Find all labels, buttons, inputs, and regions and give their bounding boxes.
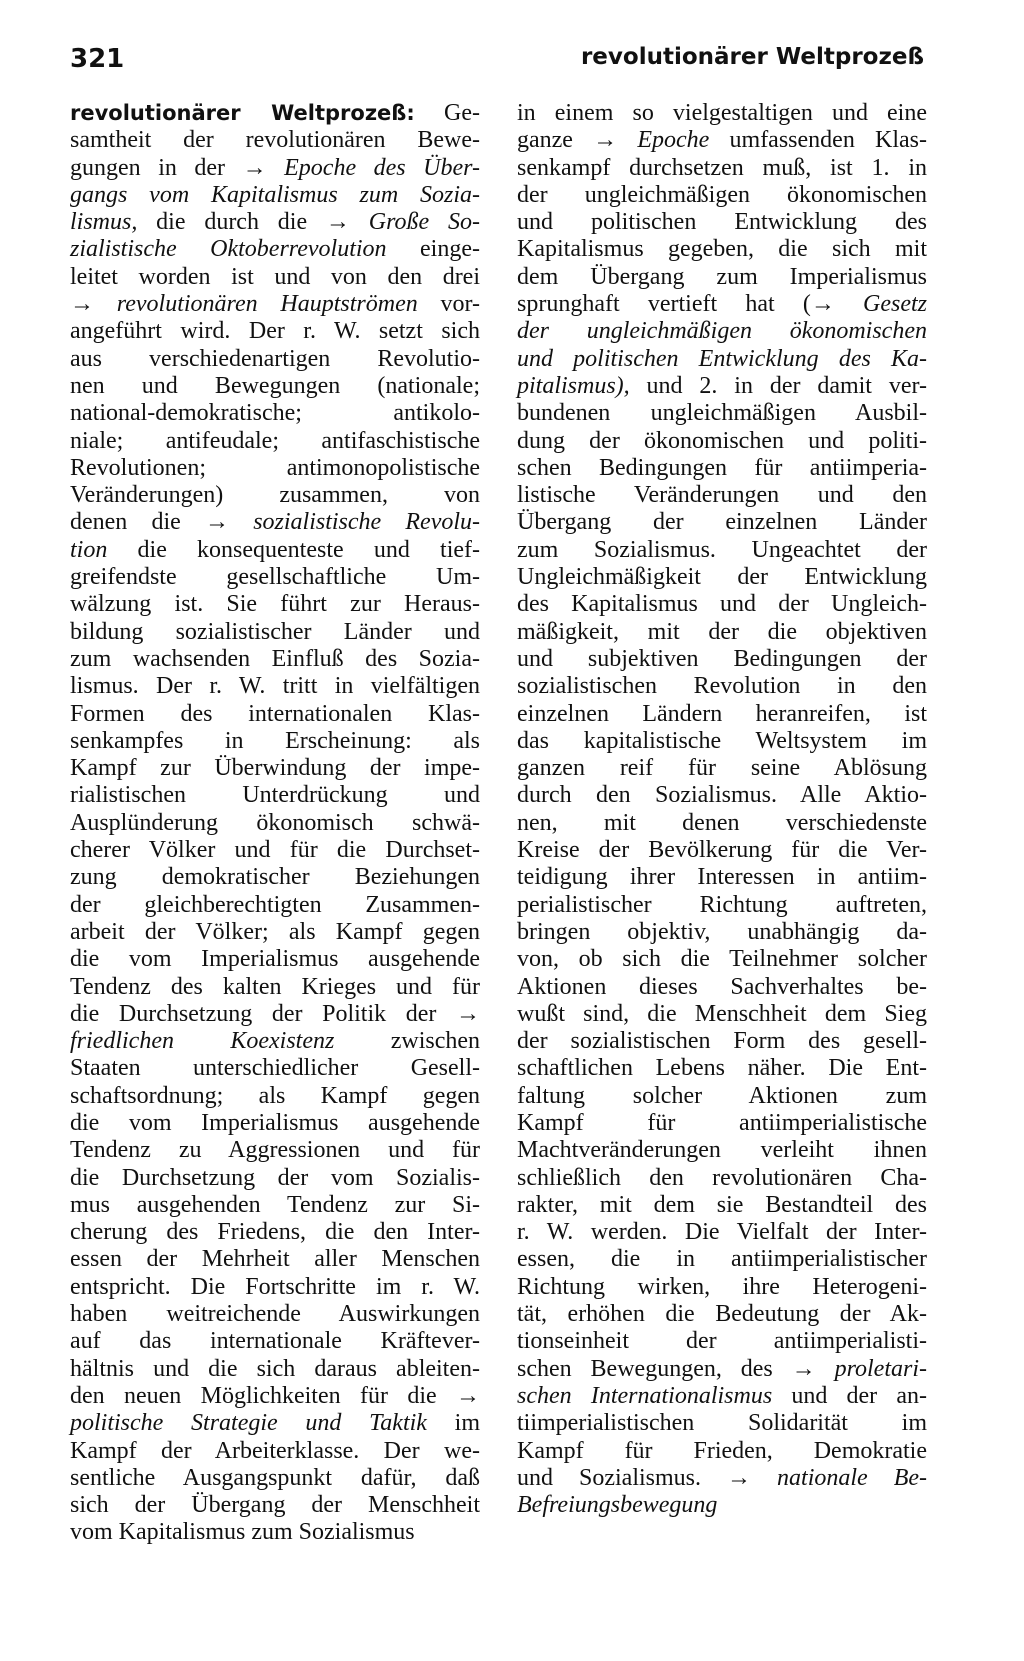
cross-reference-arrow: → xyxy=(456,1382,480,1409)
text-line: nen und Bewegungen (nationale; xyxy=(70,372,480,399)
cross-reference[interactable]: schen Internationalismus xyxy=(517,1382,773,1409)
cross-reference[interactable]: sozialistische Revolu- xyxy=(253,509,480,536)
text-line: bringen objektiv, unabhängig da- xyxy=(517,918,927,945)
text-line: politische Strategie und Taktik im xyxy=(70,1410,480,1437)
text-line: in einem so vielgestaltigen und eine xyxy=(517,100,927,126)
text-line: cherung des Friedens, die den Inter- xyxy=(70,1219,480,1246)
text-line: entspricht. Die Fortschritte im r. W. xyxy=(70,1273,480,1300)
text-line: einzelnen Ländern heranreifen, ist xyxy=(517,700,927,727)
text-line: die vom Imperialismus ausgehende xyxy=(70,1109,480,1136)
text-line: lismus, die durch die → Große So- xyxy=(70,209,480,236)
cross-reference-arrow: → xyxy=(727,1464,752,1491)
cross-reference-arrow: → xyxy=(593,127,618,154)
text-line: revolutionärer Weltprozeß: Ge- xyxy=(70,100,481,126)
text-line: pitalismus), und 2. in der damit ver- xyxy=(517,372,927,399)
text-line: perialistischer Richtung auftreten, xyxy=(517,891,927,918)
page-number: 321 xyxy=(70,44,125,74)
text-line: wälzung ist. Sie führt zur Heraus- xyxy=(70,591,480,618)
text-line: r. W. werden. Die Vielfalt der Inter- xyxy=(517,1219,927,1246)
text-line: schen Internationalismus und der an- xyxy=(517,1382,927,1409)
cross-reference[interactable]: und politischen Entwicklung des Ka- xyxy=(517,345,927,372)
text-line: Kampf der Arbeiterklasse. Der we- xyxy=(70,1437,480,1464)
text-line: von, ob sich die Teilnehmer solcher xyxy=(517,946,927,973)
text-line: Formen des internationalen Klas- xyxy=(70,700,480,727)
text-line: bildung sozialistischer Länder und xyxy=(70,618,480,645)
cross-reference[interactable]: Epoche des Über- xyxy=(284,154,481,181)
headword: revolutionärer Weltprozeß: xyxy=(70,101,415,125)
text-line: nen, mit denen verschiedenste xyxy=(517,809,927,836)
text-line: zum Sozialismus. Ungeachtet der xyxy=(517,536,927,563)
text-line: cherer Völker und für die Durchset- xyxy=(70,837,480,864)
cross-reference-arrow: → xyxy=(242,154,267,181)
cross-reference-arrow: → xyxy=(205,509,229,536)
text-line: schließlich den revolutionären Cha- xyxy=(517,1164,927,1191)
text-line: Kampf für antiimperialistische xyxy=(517,1109,927,1136)
text-line: tion die konsequenteste und tief- xyxy=(70,536,480,563)
left-column xyxy=(70,100,480,1547)
text-line: schen Bedingungen für antiimperia- xyxy=(517,454,927,481)
text-line: den neuen Möglichkeiten für die → xyxy=(70,1382,480,1409)
text-line xyxy=(517,318,927,345)
text-line: die vom Imperialismus ausgehende xyxy=(70,946,480,973)
text-line: haben weitreichende Auswirkungen xyxy=(70,1301,480,1328)
text-line: schaftsordnung; als Kampf gegen xyxy=(70,1082,480,1109)
text-line: rakter, mit dem sie Bestandteil des xyxy=(517,1191,927,1218)
cross-reference[interactable]: gangs vom Kapitalismus zum Sozia- xyxy=(70,181,480,208)
text-line xyxy=(517,1492,927,1519)
cross-reference-arrow: → xyxy=(325,209,350,236)
text-line: arbeit der Völker; als Kampf gegen xyxy=(70,918,480,945)
text-line: wußt sind, die Menschheit dem Sieg xyxy=(517,1000,927,1027)
text-line: Tendenz zu Aggressionen und für xyxy=(70,1137,480,1164)
cross-reference-arrow: → xyxy=(70,291,94,318)
text-line: Veränderungen) zusammen, von xyxy=(70,482,480,509)
text-line: und subjektiven Bedingungen der xyxy=(517,645,927,672)
text-line: Staaten unterschiedlicher Gesell- xyxy=(70,1055,480,1082)
text-line: dem Übergang zum Imperialismus xyxy=(517,263,927,290)
text-line: tät, erhöhen die Bedeutung der Ak- xyxy=(517,1301,927,1328)
text-line: sentliche Ausgangspunkt dafür, daß xyxy=(70,1464,480,1491)
text-line: Übergang der einzelnen Länder xyxy=(517,509,927,536)
text-line: zialistische Oktoberrevolution einge- xyxy=(70,236,480,263)
text-line: mus ausgehenden Tendenz zur Si- xyxy=(70,1191,480,1218)
cross-reference[interactable]: Epoche xyxy=(637,127,710,154)
text-line: Richtung wirken, ihre Heterogeni- xyxy=(517,1273,927,1300)
text-line: und politischen Entwicklung des xyxy=(517,209,927,236)
text-line: friedlichen Koexistenz zwischen xyxy=(70,1028,480,1055)
cross-reference[interactable]: proletari- xyxy=(834,1355,927,1382)
cross-reference[interactable]: Gesetz xyxy=(863,291,928,318)
text-line: Machtveränderungen verleiht ihnen xyxy=(517,1137,927,1164)
text-line: zung demokratischer Beziehungen xyxy=(70,864,480,891)
text-line: die Durchsetzung der vom Sozialis- xyxy=(70,1164,480,1191)
text-line: essen der Mehrheit aller Menschen xyxy=(70,1246,480,1273)
cross-reference[interactable]: politische Strategie und Taktik xyxy=(70,1410,427,1437)
text-line: sprunghaft vertieft hat (→ Gesetz xyxy=(517,291,928,318)
text-line: zum wachsenden Einfluß des Sozia- xyxy=(70,645,480,672)
text-line: Kampf zur Überwindung der impe- xyxy=(70,755,480,782)
text-line: tionseinheit der antiimperialisti- xyxy=(517,1328,927,1355)
running-head: revolutionärer Weltprozeß xyxy=(580,44,924,70)
text-line: mäßigkeit, mit der die objektiven xyxy=(517,618,927,645)
text-line: des Kapitalismus und der Ungleich- xyxy=(517,591,927,618)
text-line: hältnis und die sich daraus ableiten- xyxy=(70,1355,480,1382)
text-line: Aktionen dieses Sachverhaltes be- xyxy=(517,973,927,1000)
cross-reference[interactable]: friedlichen Koexistenz xyxy=(70,1028,335,1055)
cross-reference[interactable]: der ungleichmäßigen ökonomischen xyxy=(517,318,927,345)
text-line: sozialistischen Revolution in den xyxy=(517,673,927,700)
text-line: Ausplünderung ökonomisch schwä- xyxy=(70,809,480,836)
text-line: ganze → Epoche umfassenden Klas- xyxy=(517,127,927,154)
text-line: Kampf für Frieden, Demokratie xyxy=(517,1437,927,1464)
text-line: der gleichberechtigten Zusammen- xyxy=(70,891,480,918)
text-line: → revolutionären Hauptströmen vor- xyxy=(70,291,480,318)
text-line: das kapitalistische Weltsystem im xyxy=(517,727,927,754)
text-line: schaftlichen Lebens näher. Die Ent- xyxy=(517,1055,927,1082)
text-line: niale; antifeudale; antifaschistische xyxy=(70,427,480,454)
text-line: senkampfes in Erscheinung: als xyxy=(70,727,480,754)
text-line: denen die → sozialistische Revolu- xyxy=(70,509,480,536)
text-line: vom Kapitalismus zum Sozialismus xyxy=(70,1519,415,1546)
page-header xyxy=(0,44,1024,84)
text-line: und Sozialismus. → nationale Be- xyxy=(517,1464,927,1491)
cross-reference[interactable]: revolutionären Hauptströmen xyxy=(116,291,418,318)
text-line: faltung solcher Aktionen zum xyxy=(517,1082,927,1109)
cross-reference-arrow: → xyxy=(810,291,835,318)
text-line: die Durchsetzung der Politik der → xyxy=(70,1000,480,1027)
text-line: Ungleichmäßigkeit der Entwicklung xyxy=(517,564,927,591)
cross-reference[interactable]: tion xyxy=(70,536,108,563)
text-line: greifendste gesellschaftliche Um- xyxy=(70,564,480,591)
text-line: Tendenz des kalten Krieges und für xyxy=(70,973,480,1000)
text-line: rialistischen Unterdrückung und xyxy=(70,782,480,809)
text-line: durch den Sozialismus. Alle Aktio- xyxy=(517,782,927,809)
text-line: essen, die in antiimperialistischer xyxy=(517,1246,927,1273)
text-line: leitet worden ist und von den drei xyxy=(70,263,480,290)
text-line: Kreise der Bevölkerung für die Ver- xyxy=(517,837,927,864)
text-line: ganzen reif für seine Ablösung xyxy=(517,755,927,782)
text-line: sich der Übergang der Menschheit xyxy=(70,1492,480,1519)
text-line: schen Bewegungen, des → proletari- xyxy=(517,1355,927,1382)
text-line: gungen in der → Epoche des Über- xyxy=(70,154,481,181)
cross-reference-arrow: → xyxy=(456,1000,480,1027)
cross-reference-arrow: → xyxy=(791,1355,816,1382)
text-line xyxy=(70,182,480,209)
text-line: bundenen ungleichmäßigen Ausbil- xyxy=(517,400,927,427)
cross-reference[interactable]: Große So- xyxy=(368,209,480,236)
text-line: der sozialistischen Form des gesell- xyxy=(517,1028,927,1055)
text-line: listische Veränderungen und den xyxy=(517,482,927,509)
text-line: aus verschiedenartigen Revolutio- xyxy=(70,345,480,372)
cross-reference[interactable]: Befreiungsbewegung xyxy=(517,1492,718,1519)
text-line: auf das internationale Kräftever- xyxy=(70,1328,480,1355)
text-line: teidigung ihrer Interessen in antiim- xyxy=(517,864,927,891)
cross-reference[interactable]: pitalismus), xyxy=(517,372,630,399)
text-line: tiimperialistischen Solidarität im xyxy=(517,1410,927,1437)
cross-reference[interactable]: nationale Be- xyxy=(777,1464,927,1491)
text-line: lismus. Der r. W. tritt in vielfältigen xyxy=(70,673,480,700)
text-line: national-demokratische; antikolo- xyxy=(70,400,480,427)
text-line: samtheit der revolutionären Bewe- xyxy=(70,127,480,154)
text-line: dung der ökonomischen und politi- xyxy=(517,427,927,454)
text-line: Kapitalismus gegeben, die sich mit xyxy=(517,236,927,263)
text-line: angeführt wird. Der r. W. setzt sich xyxy=(70,318,480,345)
cross-reference[interactable]: zialistische Oktoberrevolution xyxy=(70,236,387,263)
right-column xyxy=(517,100,927,1519)
text-line: Revolutionen; antimonopolistische xyxy=(70,454,480,481)
text-line: senkampf durchsetzen muß, ist 1. in xyxy=(517,154,927,181)
text-line xyxy=(517,346,927,373)
text-line: der ungleichmäßigen ökonomischen xyxy=(517,181,927,208)
